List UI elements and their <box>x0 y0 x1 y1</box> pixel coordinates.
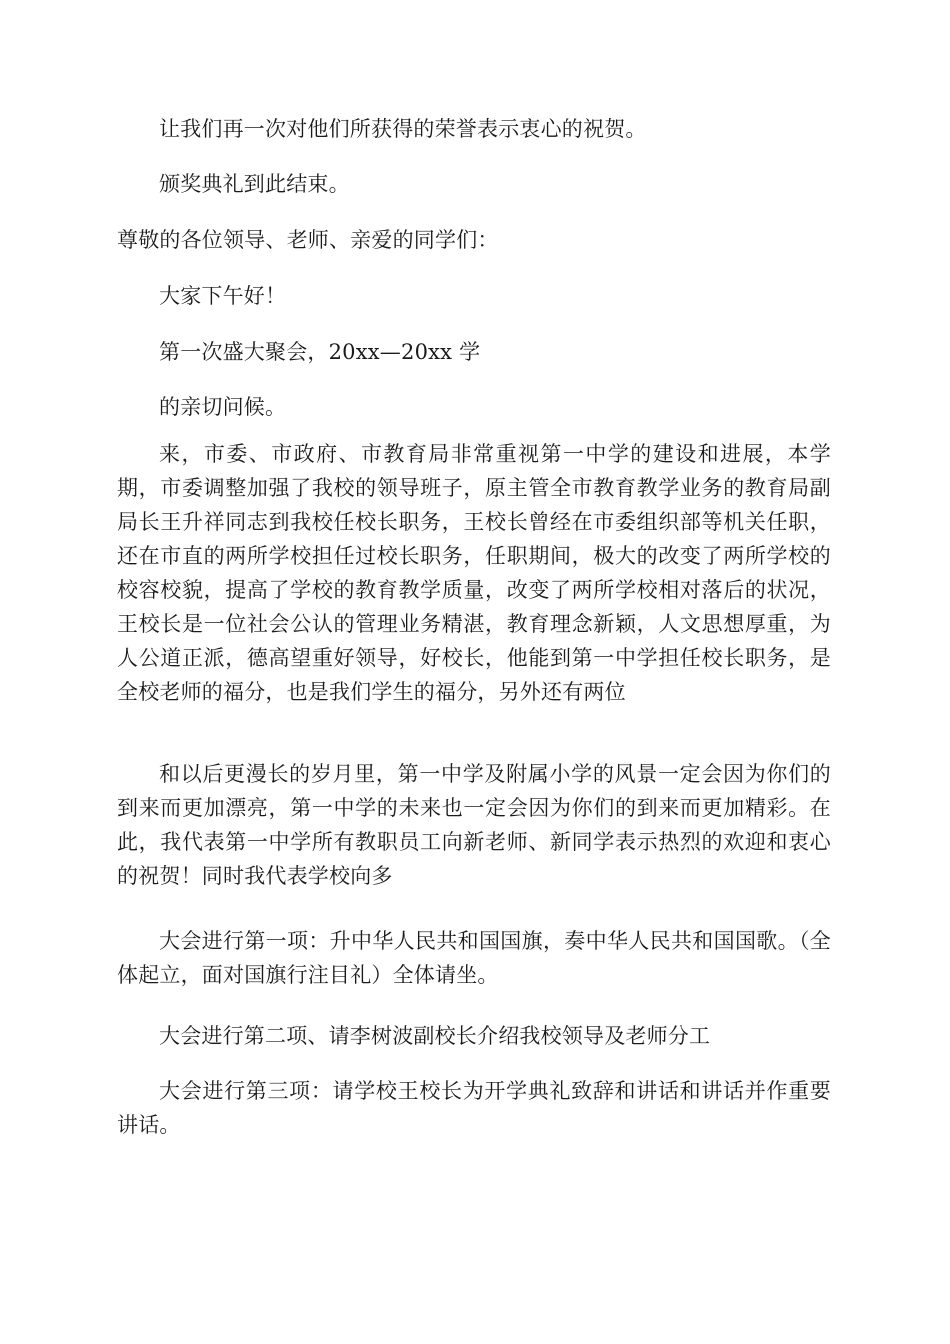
paragraph: 让我们再一次对他们所获得的荣誉表示衷心的祝贺。 <box>159 117 647 141</box>
paragraph-regards <box>117 390 831 424</box>
paragraph-welcome <box>117 757 831 893</box>
paragraph-item-one <box>117 924 831 992</box>
paragraph-ceremony-end <box>117 167 831 201</box>
salutation: 尊敬的各位领导、老师、亲爱的同学们： <box>117 228 499 252</box>
paragraph: 来，市委、市政府、市教育局非常重视第一中学的建设和进展，本学期，市委调整加强了我校的领导班子，原主管全市教育教学业务的教育局副局长王升祥同志到我校任校长职务，王校长曾经在市委组织部等机关任职，还在市直的两所学校担任过校长职务，任职期间，极大的改变了两所学校的校容校貌，提高了学校的教育教学质量，改变了两所学校相对落后的状况，王校长是一位社会公认的管理业务精湛，教育理念新颖，人文思想厚重，为人公道正派，德高望重好领导，好校长，他能到第一中学担任校长职务，是全校老师的福分，也是我们学生的福分，另外还有两位 <box>117 442 831 704</box>
paragraph: 大会进行第一项：升中华人民共和国国旗，奏中华人民共和国国歌。（全体起立，面对国旗行注目礼）全体请坐。 <box>117 929 831 987</box>
paragraph-gathering <box>117 335 831 369</box>
paragraph: 第一次盛大聚会，20xx—20xx 学 <box>159 340 481 364</box>
paragraph-salutation <box>117 223 831 257</box>
paragraph: 的亲切问候。 <box>159 395 287 419</box>
paragraph-item-two <box>117 1019 831 1053</box>
paragraph-principal-intro <box>117 437 831 709</box>
paragraph: 大会进行第二项、请李树波副校长介绍我校领导及老师分工 <box>159 1024 711 1048</box>
paragraph: 大家下午好！ <box>159 284 287 308</box>
paragraph: 和以后更漫长的岁月里，第一中学及附属小学的风景一定会因为你们的到来而更加漂亮，第一中学的未来也一定会因为你们的到来而更加精彩。在此，我代表第一中学所有教职员工向新老师、新同学表示热烈的欢迎和衷心的祝贺！同时我代表学校向多 <box>117 762 831 888</box>
paragraph-greeting <box>117 279 831 313</box>
paragraph-item-three <box>117 1074 831 1142</box>
paragraph-congratulations <box>117 112 831 146</box>
paragraph: 颁奖典礼到此结束。 <box>159 172 350 196</box>
paragraph: 大会进行第三项：请学校王校长为开学典礼致辞和讲话和讲话并作重要讲话。 <box>117 1079 831 1137</box>
